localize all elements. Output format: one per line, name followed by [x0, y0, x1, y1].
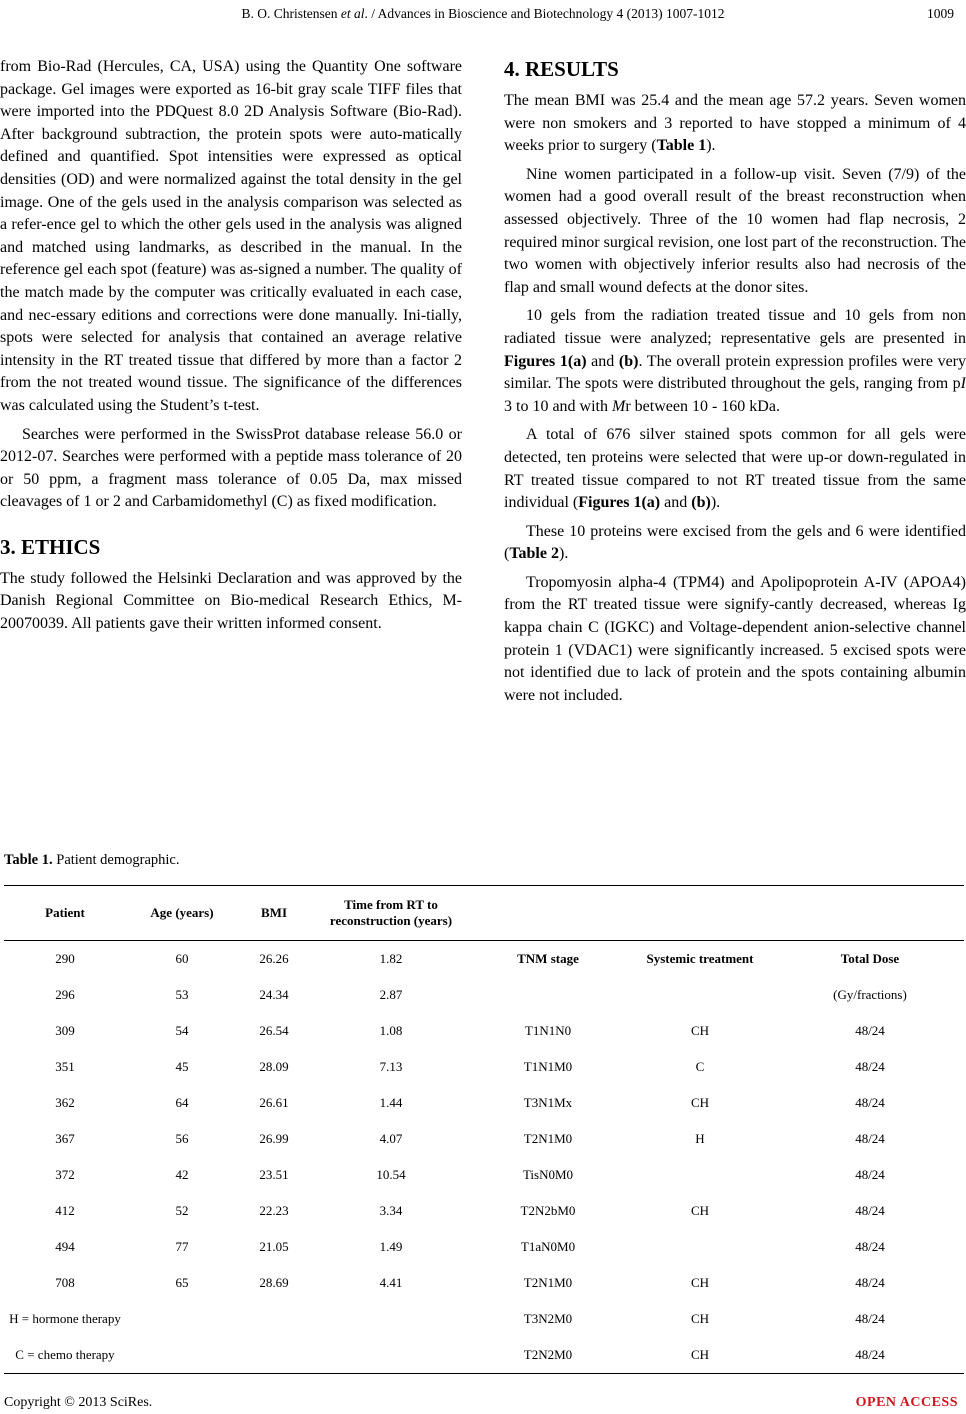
table-cell: CH: [624, 1337, 776, 1374]
ethics-paragraph: The study followed the Helsinki Declaration and was approved by the Danish Regional Committee on Bio-medical Research Ethics, M-20070039. All patients gave their written informed consent.: [0, 569, 462, 633]
header-empty: [776, 886, 964, 941]
table-cell: 42: [175, 1167, 189, 1182]
table-cell: 28.69: [259, 1275, 289, 1290]
results-paragraph-1: [504, 90, 966, 158]
text-span: ).: [706, 137, 716, 155]
table-row: [4, 1301, 964, 1337]
table-ref-link[interactable]: Table 1: [656, 137, 707, 155]
table-cell: [310, 1337, 472, 1374]
table-cell: 53: [175, 987, 189, 1002]
running-title-journal: . / Advances in Bioscience and Biotechnology 4 (2013) 1007-1012: [364, 6, 725, 21]
text-span: 3 to 10 and with: [504, 397, 612, 415]
table-cell: 21.05: [259, 1239, 289, 1254]
table-cell: T2N2M0: [472, 1337, 624, 1374]
table-cell: CH: [690, 1203, 710, 1218]
table-cell: 367: [55, 1131, 75, 1146]
table-cell: 2.87: [379, 987, 403, 1002]
table-cell: 64: [175, 1095, 189, 1110]
table-caption: [4, 852, 179, 869]
table-cell: 54: [175, 1023, 189, 1038]
header-empty: [624, 886, 776, 941]
table-cell: TisN0M0: [522, 1167, 574, 1182]
right-column: [504, 56, 966, 707]
table-cell: 45: [175, 1059, 189, 1074]
table-cell: 48/24: [855, 1131, 885, 1146]
table-cell: CH: [690, 1023, 710, 1038]
open-access-label: OPEN ACCESS: [855, 1395, 958, 1410]
table-cell: T2N1M0: [523, 1275, 573, 1290]
table-cell: 309: [55, 1023, 75, 1038]
table-cell: 52: [175, 1203, 189, 1218]
running-title-authors: B. O. Christensen: [241, 6, 341, 21]
table-cell: 60: [175, 951, 189, 966]
table-cell: 412: [55, 1203, 75, 1218]
header-time-from-rt: [310, 886, 472, 941]
table-caption-label: Table 1.: [4, 852, 53, 868]
table-cell: [126, 1337, 238, 1374]
table-cell: 26.99: [259, 1131, 289, 1146]
methods-paragraph-2: Searches were performed in the SwissProt database release 56.0 or 2012-07. Searches were performed with a peptide mass tolerance of 20 or 50 ppm, a fragment mass tolerance of 0.05 Da, max missed cleavages of 1 or 2 and Carbamidomethyl (C) as fixed modification.: [0, 425, 462, 511]
figure-ref-link[interactable]: Figures 1(a): [504, 352, 587, 370]
table-cell: Total Dose: [840, 951, 900, 966]
table-cell: CH: [690, 1311, 710, 1326]
table-cell: 1.49: [379, 1239, 403, 1254]
text-span: and: [586, 352, 619, 370]
table-cell: 24.34: [259, 987, 289, 1002]
results-paragraph-3: [504, 305, 966, 418]
ethics-heading: 3. ETHICS: [0, 534, 101, 559]
figure-ref-link[interactable]: Figures 1(a): [578, 494, 661, 512]
figure-ref-link[interactable]: (b): [618, 352, 639, 370]
text-span: ).: [558, 545, 569, 563]
table-cell: 3.34: [379, 1203, 403, 1218]
table-cell: [624, 1157, 776, 1193]
table-cell: [472, 977, 624, 1013]
header-bmi: BMI: [238, 886, 310, 941]
table-row: [4, 1121, 964, 1157]
text-span: and: [660, 494, 692, 512]
table-cell: T2N1M0: [523, 1131, 573, 1146]
table-cell: 26.61: [259, 1095, 289, 1110]
table-cell: H: [695, 1131, 705, 1146]
table-cell: 708: [55, 1275, 75, 1290]
table-cell: 1.44: [379, 1095, 403, 1110]
table-row: [4, 1229, 964, 1265]
text-span: 10 gels from the radiation treated tissue and 10 gels from non radiated tissue were analyzed; representative gels are presented in: [504, 307, 966, 347]
table-row: [4, 1157, 964, 1193]
table-row: [4, 1049, 964, 1085]
table-cell: [624, 1229, 776, 1265]
table-cell: 56: [175, 1131, 189, 1146]
text-span: These 10 proteins were excised from the gels and 6 were identified (: [504, 522, 966, 563]
text-span: r between 10 - 160 kDa.: [625, 397, 780, 415]
table-cell: 494: [55, 1239, 75, 1254]
table-cell: 4.07: [379, 1131, 403, 1146]
table-cell: 48/24: [855, 1311, 885, 1326]
table-cell: T3N1Mx: [523, 1095, 573, 1110]
header-text: reconstruction (years): [329, 913, 453, 928]
table-cell: T1aN0M0: [520, 1239, 576, 1254]
text-span: A total of 676 silver stained spots common for all gels were detected, ten proteins were selected that were up-or down-regulated in RT treated tissue compared to not RT treated tissue from the same individual (: [504, 426, 966, 512]
header-patient: Patient: [4, 886, 126, 941]
table-cell: 28.09: [259, 1059, 289, 1074]
text-span: ).: [710, 494, 721, 512]
results-paragraph-2: Nine women participated in a follow-up visit. Seven (7/9) of the women had a good overall result of the breast reconstruction when assessed objectively. Three of the 10 women had flap necrosis, 2 required minor surgical revision, one lost part of the reconstruction. The two women with objectively inferior results also had necrosis of the flap and small wound defects at the donor sites.: [504, 165, 966, 296]
table-cell: 26.26: [259, 951, 289, 966]
table-cell: T3N2M0: [523, 1311, 573, 1326]
table-cell: C = chemo therapy: [4, 1337, 126, 1374]
table-cell: 23.51: [259, 1167, 289, 1182]
copyright-notice: Copyright © 2013 SciRes.: [4, 1395, 153, 1410]
table-cell: CH: [690, 1275, 710, 1290]
table-cell: 48/24: [855, 1275, 885, 1290]
table-cell: 48/24: [776, 1337, 964, 1374]
table-cell: 48/24: [855, 1203, 885, 1218]
table-cell: C: [695, 1059, 705, 1074]
table-cell: [624, 977, 776, 1013]
table-row: [4, 1085, 964, 1121]
methods-paragraph-1: from Bio-Rad (Hercules, CA, USA) using the Quantity One software package. Gel images were exported as 16-bit gray scale TIFF files that were imported into the PDQuest 8.0 2D Analysis Software (Bio-Rad). After background subtraction, the protein spots were auto-matically defined and quantified. Spot intensities were expressed as optical densities (OD) and were normalized against the total density in the gel image. One of the gels used in the analysis comparison was selected as a refer-ence gel to which the other gels used in the analysis was aligned and matched using landmarks, as described in the manual. In the reference gel each spot (feature) was as-signed a number. The quality of the match made by the computer was critically evaluated in each case, and nec-essary editions and corrections were done manually. Ini-tially, spots were selected for analysis that contained an average relative intensity in the RT treated tissue that differed by more than a factor 2 from the not treated wound tissue. The significance of the differences was calculated using the Student’s t-test.: [0, 58, 462, 414]
text-span: The mean BMI was 25.4 and the mean age 57.2 years. Seven women were non smokers and 3 reported to have stopped a minimum of 4 weeks prior to surgery (: [504, 92, 966, 155]
table-cell: 362: [55, 1095, 75, 1110]
table-row: [4, 941, 964, 978]
table-cell: 1.82: [379, 951, 403, 966]
table-row: [4, 1265, 964, 1301]
page-number: 1009: [927, 6, 954, 21]
table-cell: 372: [55, 1167, 75, 1182]
table-ref-link[interactable]: Table 2: [509, 545, 559, 563]
patient-demographic-table: [4, 885, 964, 1374]
table-cell: TNM stage: [517, 951, 579, 966]
table-cell: 77: [175, 1239, 189, 1254]
table-cell: 351: [55, 1059, 75, 1074]
text-span: . The overall protein expression profiles were very similar. The spots were distributed throughout the gels, ranging from p: [504, 352, 966, 393]
table-cell: 10.54: [376, 1167, 406, 1182]
table-cell: [310, 1301, 472, 1337]
results-heading: 4. RESULTS: [504, 57, 619, 81]
text-span: M: [612, 397, 626, 415]
running-title-etal: et al: [340, 6, 365, 21]
header-age: Age (years): [126, 886, 238, 941]
table-row: [4, 1337, 964, 1374]
header-empty: [472, 886, 624, 941]
results-paragraph-6: Tropomyosin alpha-4 (TPM4) and Apolipoprotein A-IV (APOA4) from the RT treated tissue were signify-cantly decreased, whereas Ig kappa chain C (IGKC) and Voltage-dependent anion-selective channel protein 1 (VDAC1) were significantly increased. 5 excised spots were not identified due to lack of protein and the spots containing albumin were not included.: [504, 573, 966, 704]
running-title: [0, 6, 966, 22]
left-column: [0, 56, 462, 636]
table-cell: 22.23: [259, 1203, 289, 1218]
table-row: [4, 1193, 964, 1229]
table-cell: T1N1M0: [523, 1059, 573, 1074]
table-cell: 26.54: [259, 1023, 289, 1038]
table-cell: T1N1N0: [524, 1023, 572, 1038]
table-cell: [238, 1301, 310, 1337]
figure-ref-link[interactable]: (b): [691, 494, 711, 512]
header-text: Time from RT to: [344, 897, 438, 912]
table-cell: 65: [175, 1275, 189, 1290]
text-span: I: [960, 375, 966, 393]
table-row: [4, 977, 964, 1013]
table-cell: 7.13: [379, 1059, 403, 1074]
table-cell: 4.41: [379, 1275, 403, 1290]
table-header-row: [4, 886, 964, 941]
table-cell: (Gy/fractions): [833, 987, 907, 1002]
table-cell: CH: [690, 1095, 710, 1110]
table-cell: [126, 1301, 238, 1337]
results-paragraph-5: [504, 521, 966, 566]
table-cell: 48/24: [855, 1095, 885, 1110]
page-footer: [4, 1395, 962, 1411]
table-cell: 48/24: [855, 1239, 885, 1254]
table-row: [4, 1013, 964, 1049]
table-caption-text: Patient demographic.: [52, 852, 180, 868]
table-cell: H = hormone therapy: [9, 1311, 121, 1326]
table-cell: [238, 1337, 310, 1374]
table-cell: T2N2bM0: [520, 1203, 576, 1218]
table-cell: 48/24: [855, 1059, 885, 1074]
table-cell: 296: [55, 987, 75, 1002]
table-cell: Systemic treatment: [646, 951, 754, 966]
table-cell: 48/24: [855, 1167, 885, 1182]
results-paragraph-4: [504, 424, 966, 514]
table-cell: 1.08: [379, 1023, 403, 1038]
table-cell: 48/24: [855, 1023, 885, 1038]
table-cell: 290: [55, 951, 75, 966]
